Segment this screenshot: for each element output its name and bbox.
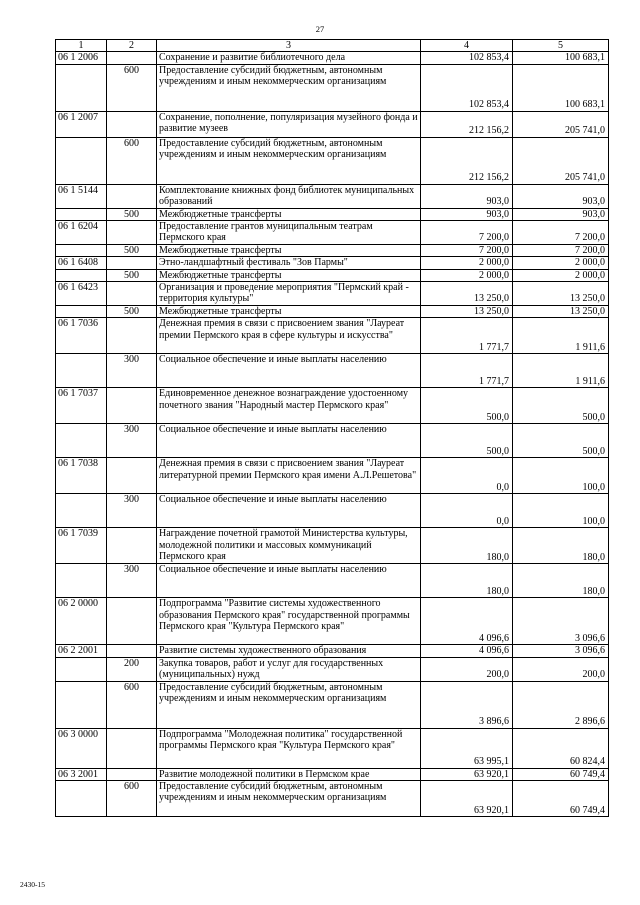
table-body	[56, 52, 609, 817]
expense-type-cell: 300	[107, 354, 157, 388]
expense-type-cell: 500	[107, 208, 157, 220]
budget-code-cell	[56, 137, 107, 184]
item-name-cell: Подпрограмма "Развитие системы художественного образования Пермского края" государственной программы Пермского края "Культура Пермского края"	[157, 598, 421, 645]
item-name-cell: Сохранение и развитие библиотечного дела	[157, 52, 421, 64]
amount-col4-cell: 7 200,0	[421, 221, 513, 245]
amount-col5-cell: 500,0	[513, 424, 609, 458]
table-row	[56, 257, 609, 269]
item-name-cell: Социальное обеспечение и иные выплаты населению	[157, 564, 421, 598]
table-row	[56, 282, 609, 306]
amount-col4-cell: 102 853,4	[421, 64, 513, 111]
expense-type-cell	[107, 528, 157, 564]
amount-col5-cell: 3 096,6	[513, 645, 609, 657]
table-row	[56, 598, 609, 645]
item-name-cell: Предоставление субсидий бюджетным, автономным учреждениям и иным некоммерческим организациям	[157, 681, 421, 728]
table-row	[56, 494, 609, 528]
expense-type-cell: 300	[107, 424, 157, 458]
expense-type-cell: 600	[107, 780, 157, 816]
amount-col5-cell: 180,0	[513, 564, 609, 598]
budget-code-cell: 06 1 2007	[56, 111, 107, 137]
budget-code-cell	[56, 354, 107, 388]
amount-col4-cell: 13 250,0	[421, 305, 513, 317]
item-name-cell: Развитие системы художественного образования	[157, 645, 421, 657]
expense-type-cell: 500	[107, 305, 157, 317]
item-name-cell: Денежная премия в связи с присвоением звания "Лауреат премии Пермского края в сфере культуры и искусства"	[157, 318, 421, 354]
document-code: 2430-15	[20, 880, 45, 889]
table-row	[56, 728, 609, 768]
item-name-cell: Этно-ландшафтный фестиваль "Зов Пармы"	[157, 257, 421, 269]
table-row	[56, 564, 609, 598]
budget-code-cell	[56, 64, 107, 111]
item-name-cell: Сохранение, пополнение, популяризация музейного фонда и развитие музеев	[157, 111, 421, 137]
budget-code-cell	[56, 564, 107, 598]
budget-table	[55, 39, 609, 817]
amount-col5-cell: 1 911,6	[513, 318, 609, 354]
amount-col4-cell: 3 896,6	[421, 681, 513, 728]
budget-code-cell	[56, 244, 107, 256]
amount-col5-cell: 500,0	[513, 388, 609, 424]
amount-col5-cell: 2 000,0	[513, 257, 609, 269]
table-header-row	[56, 40, 609, 52]
table-row	[56, 657, 609, 681]
table-row	[56, 318, 609, 354]
expense-type-cell	[107, 728, 157, 768]
amount-col5-cell: 903,0	[513, 208, 609, 220]
budget-code-cell: 06 2 0000	[56, 598, 107, 645]
budget-code-cell: 06 2 2001	[56, 645, 107, 657]
page-number: 27	[315, 24, 325, 34]
expense-type-cell	[107, 221, 157, 245]
item-name-cell: Денежная премия в связи с присвоением звания "Лауреат литературной премии Пермского края имени А.Л.Решетова"	[157, 458, 421, 494]
amount-col4-cell: 500,0	[421, 424, 513, 458]
expense-type-cell: 500	[107, 269, 157, 281]
expense-type-cell	[107, 52, 157, 64]
budget-code-cell: 06 1 7037	[56, 388, 107, 424]
amount-col5-cell: 2 000,0	[513, 269, 609, 281]
amount-col5-cell: 205 741,0	[513, 137, 609, 184]
amount-col5-cell: 903,0	[513, 184, 609, 208]
expense-type-cell: 600	[107, 137, 157, 184]
table-row	[56, 221, 609, 245]
item-name-cell: Комплектование книжных фонд библиотек муниципальных образований	[157, 184, 421, 208]
item-name-cell: Предоставление субсидий бюджетным, автономным учреждениям и иным некоммерческим организациям	[157, 780, 421, 816]
amount-col5-cell: 3 096,6	[513, 598, 609, 645]
amount-col5-cell: 100,0	[513, 458, 609, 494]
item-name-cell: Награждение почетной грамотой Министерства культуры, молодежной политики и массовых коммуникаций Пермского края	[157, 528, 421, 564]
amount-col4-cell: 180,0	[421, 564, 513, 598]
amount-col5-cell: 205 741,0	[513, 111, 609, 137]
amount-col5-cell: 13 250,0	[513, 305, 609, 317]
budget-code-cell: 06 3 2001	[56, 768, 107, 780]
amount-col5-cell: 60 749,4	[513, 780, 609, 816]
item-name-cell: Закупка товаров, работ и услуг для государственных (муниципальных) нужд	[157, 657, 421, 681]
item-name-cell: Предоставление грантов муниципальным театрам Пермского края	[157, 221, 421, 245]
budget-code-cell	[56, 269, 107, 281]
table-row	[56, 458, 609, 494]
amount-col4-cell: 903,0	[421, 184, 513, 208]
budget-code-cell	[56, 657, 107, 681]
expense-type-cell: 600	[107, 681, 157, 728]
budget-code-cell: 06 1 6408	[56, 257, 107, 269]
amount-col4-cell: 500,0	[421, 388, 513, 424]
budget-code-cell: 06 3 0000	[56, 728, 107, 768]
budget-code-cell: 06 1 6423	[56, 282, 107, 306]
item-name-cell: Единовременное денежное вознаграждение удостоенному почетного звания "Народный мастер Пермского края"	[157, 388, 421, 424]
budget-code-cell: 06 1 5144	[56, 184, 107, 208]
amount-col4-cell: 63 920,1	[421, 768, 513, 780]
amount-col4-cell: 2 000,0	[421, 269, 513, 281]
amount-col5-cell: 2 896,6	[513, 681, 609, 728]
amount-col4-cell: 7 200,0	[421, 244, 513, 256]
item-name-cell: Развитие молодежной политики в Пермском крае	[157, 768, 421, 780]
amount-col5-cell: 200,0	[513, 657, 609, 681]
amount-col4-cell: 0,0	[421, 458, 513, 494]
expense-type-cell	[107, 318, 157, 354]
expense-type-cell: 300	[107, 494, 157, 528]
item-name-cell: Межбюджетные трансферты	[157, 305, 421, 317]
table-row	[56, 645, 609, 657]
amount-col5-cell: 100,0	[513, 494, 609, 528]
item-name-cell: Социальное обеспечение и иные выплаты населению	[157, 494, 421, 528]
amount-col5-cell: 7 200,0	[513, 244, 609, 256]
expense-type-cell	[107, 111, 157, 137]
amount-col4-cell: 63 995,1	[421, 728, 513, 768]
amount-col4-cell: 0,0	[421, 494, 513, 528]
table-row	[56, 681, 609, 728]
table-row	[56, 424, 609, 458]
amount-col5-cell: 180,0	[513, 528, 609, 564]
table-row	[56, 208, 609, 220]
amount-col4-cell: 4 096,6	[421, 645, 513, 657]
budget-code-cell	[56, 494, 107, 528]
header-col-5: 5	[513, 40, 609, 52]
expense-type-cell	[107, 184, 157, 208]
table-row	[56, 768, 609, 780]
amount-col4-cell: 4 096,6	[421, 598, 513, 645]
amount-col4-cell: 2 000,0	[421, 257, 513, 269]
table-row	[56, 388, 609, 424]
expense-type-cell: 600	[107, 64, 157, 111]
budget-code-cell	[56, 208, 107, 220]
table-row	[56, 780, 609, 816]
expense-type-cell	[107, 458, 157, 494]
expense-type-cell: 300	[107, 564, 157, 598]
table-row	[56, 137, 609, 184]
amount-col4-cell: 13 250,0	[421, 282, 513, 306]
amount-col4-cell: 212 156,2	[421, 111, 513, 137]
table-row	[56, 354, 609, 388]
amount-col4-cell: 200,0	[421, 657, 513, 681]
header-col-3: 3	[157, 40, 421, 52]
expense-type-cell	[107, 598, 157, 645]
budget-code-cell: 06 1 7039	[56, 528, 107, 564]
table-row	[56, 305, 609, 317]
budget-code-cell	[56, 305, 107, 317]
table-row	[56, 52, 609, 64]
amount-col4-cell: 63 920,1	[421, 780, 513, 816]
amount-col4-cell: 903,0	[421, 208, 513, 220]
table-row	[56, 64, 609, 111]
item-name-cell: Предоставление субсидий бюджетным, автономным учреждениям и иным некоммерческим организациям	[157, 64, 421, 111]
amount-col5-cell: 7 200,0	[513, 221, 609, 245]
budget-code-cell: 06 1 7038	[56, 458, 107, 494]
item-name-cell: Межбюджетные трансферты	[157, 244, 421, 256]
table-row	[56, 111, 609, 137]
expense-type-cell	[107, 388, 157, 424]
expense-type-cell	[107, 645, 157, 657]
expense-type-cell	[107, 257, 157, 269]
expense-type-cell: 500	[107, 244, 157, 256]
amount-col5-cell: 60 824,4	[513, 728, 609, 768]
item-name-cell: Межбюджетные трансферты	[157, 269, 421, 281]
budget-code-cell	[56, 780, 107, 816]
amount-col4-cell: 1 771,7	[421, 354, 513, 388]
expense-type-cell: 200	[107, 657, 157, 681]
table-row	[56, 269, 609, 281]
amount-col4-cell: 180,0	[421, 528, 513, 564]
item-name-cell: Межбюджетные трансферты	[157, 208, 421, 220]
header-col-1: 1	[56, 40, 107, 52]
budget-code-cell	[56, 681, 107, 728]
item-name-cell: Предоставление субсидий бюджетным, автономным учреждениям и иным некоммерческим организациям	[157, 137, 421, 184]
amount-col5-cell: 60 749,4	[513, 768, 609, 780]
table-row	[56, 244, 609, 256]
table-row	[56, 528, 609, 564]
amount-col4-cell: 212 156,2	[421, 137, 513, 184]
expense-type-cell	[107, 768, 157, 780]
amount-col5-cell: 13 250,0	[513, 282, 609, 306]
amount-col5-cell: 1 911,6	[513, 354, 609, 388]
amount-col5-cell: 100 683,1	[513, 64, 609, 111]
table-row	[56, 184, 609, 208]
header-col-2: 2	[107, 40, 157, 52]
item-name-cell: Социальное обеспечение и иные выплаты населению	[157, 354, 421, 388]
amount-col5-cell: 100 683,1	[513, 52, 609, 64]
budget-code-cell: 06 1 2006	[56, 52, 107, 64]
item-name-cell: Подпрограмма "Молодежная политика" государственной программы Пермского края "Культура Пермского края"	[157, 728, 421, 768]
expense-type-cell	[107, 282, 157, 306]
item-name-cell: Организация и проведение мероприятия "Пермский край - территория культуры"	[157, 282, 421, 306]
budget-code-cell: 06 1 6204	[56, 221, 107, 245]
budget-code-cell: 06 1 7036	[56, 318, 107, 354]
amount-col4-cell: 1 771,7	[421, 318, 513, 354]
header-col-4: 4	[421, 40, 513, 52]
budget-code-cell	[56, 424, 107, 458]
amount-col4-cell: 102 853,4	[421, 52, 513, 64]
item-name-cell: Социальное обеспечение и иные выплаты населению	[157, 424, 421, 458]
